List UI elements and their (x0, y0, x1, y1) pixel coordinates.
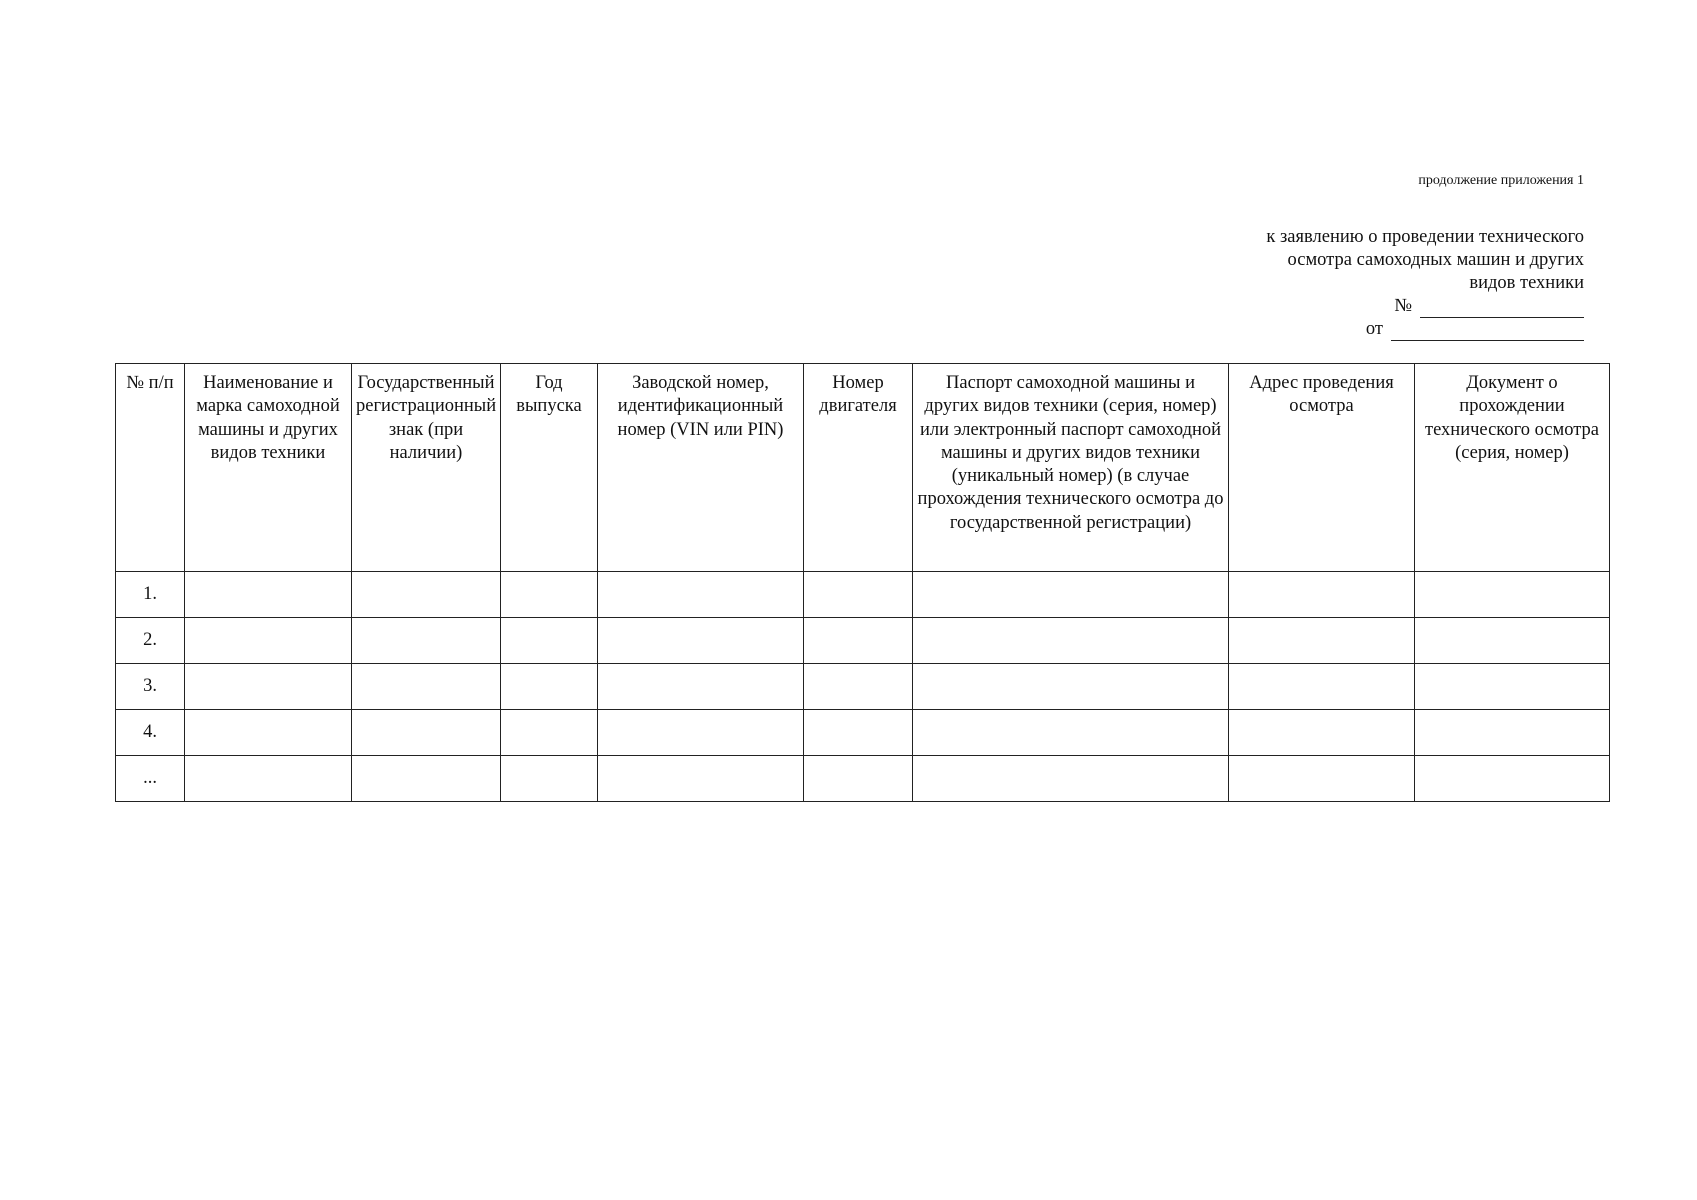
table-cell-empty[interactable] (598, 710, 804, 756)
table-cell-empty[interactable] (501, 664, 598, 710)
table-cell-empty[interactable] (185, 572, 352, 618)
table-cell-empty[interactable] (598, 572, 804, 618)
table-cell-empty[interactable] (185, 710, 352, 756)
vehicles-table (115, 363, 1610, 802)
table-cell-empty[interactable] (913, 572, 1229, 618)
column-header-number: № п/п (116, 364, 185, 572)
date-label: от (1365, 319, 1383, 339)
vehicles-table-wrap (115, 363, 1609, 802)
table-cell-empty[interactable] (352, 756, 501, 802)
table-cell-empty[interactable] (1415, 618, 1610, 664)
table-cell-empty[interactable] (804, 572, 913, 618)
table-cell-empty[interactable] (913, 618, 1229, 664)
table-cell-empty[interactable] (913, 664, 1229, 710)
row-number-cell: 2. (116, 618, 185, 664)
table-cell-empty[interactable] (1415, 756, 1610, 802)
row-number-cell: 3. (116, 664, 185, 710)
number-field-row (1164, 295, 1584, 318)
table-cell-empty[interactable] (501, 618, 598, 664)
column-header-passport: Паспорт самоходной машины и других видов техники (серия, номер) или электронный паспорт самоходной машины и других видов техники (уникальный номер) (в случае прохождения технического осмотра до государственной регистрации) (913, 364, 1229, 572)
table-cell-empty[interactable] (352, 618, 501, 664)
table-cell-empty[interactable] (1229, 710, 1415, 756)
column-header-name-brand: Наименование и марка самоходной машины и других видов техники (185, 364, 352, 572)
table-cell-empty[interactable] (185, 618, 352, 664)
date-field-row (1164, 318, 1584, 341)
row-number-cell: 1. (116, 572, 185, 618)
row-number-cell: 4. (116, 710, 185, 756)
continuation-note: продолжение приложения 1 (1418, 173, 1584, 188)
number-blank-field[interactable] (1420, 299, 1584, 318)
table-cell-empty[interactable] (501, 572, 598, 618)
table-cell-empty[interactable] (913, 756, 1229, 802)
header-block (1164, 226, 1584, 341)
column-header-engine-number: Номер двигателя (804, 364, 913, 572)
table-cell-empty[interactable] (1229, 572, 1415, 618)
table-cell-empty[interactable] (598, 756, 804, 802)
table-header-row (116, 364, 1610, 572)
table-cell-empty[interactable] (352, 710, 501, 756)
table-row (116, 756, 1610, 802)
table-row (116, 618, 1610, 664)
number-label: № (1394, 296, 1412, 316)
table-cell-empty[interactable] (804, 618, 913, 664)
column-header-inspection-document: Документ о прохождении технического осмотра (серия, номер) (1415, 364, 1610, 572)
column-header-inspection-address: Адрес проведения осмотра (1229, 364, 1415, 572)
table-cell-empty[interactable] (185, 756, 352, 802)
table-cell-empty[interactable] (1415, 572, 1610, 618)
table-cell-empty[interactable] (1229, 618, 1415, 664)
header-line-1: к заявлению о проведении технического (1266, 227, 1584, 247)
table-cell-empty[interactable] (1229, 664, 1415, 710)
table-cell-empty[interactable] (804, 664, 913, 710)
table-cell-empty[interactable] (804, 756, 913, 802)
row-number-cell: ... (116, 756, 185, 802)
column-header-factory-number: Заводской номер, идентификационный номер (VIN или PIN) (598, 364, 804, 572)
table-cell-empty[interactable] (913, 710, 1229, 756)
table-cell-empty[interactable] (501, 756, 598, 802)
table-cell-empty[interactable] (185, 664, 352, 710)
table-cell-empty[interactable] (352, 572, 501, 618)
table-cell-empty[interactable] (1415, 710, 1610, 756)
header-line-3: видов техники (1469, 273, 1584, 293)
header-line-2: осмотра самоходных машин и других (1287, 250, 1584, 270)
table-row (116, 572, 1610, 618)
table-cell-empty[interactable] (501, 710, 598, 756)
table-row (116, 664, 1610, 710)
column-header-registration-plate: Государственный регистрационный знак (при наличии) (352, 364, 501, 572)
table-cell-empty[interactable] (352, 664, 501, 710)
table-cell-empty[interactable] (1229, 756, 1415, 802)
table-cell-empty[interactable] (1415, 664, 1610, 710)
table-cell-empty[interactable] (804, 710, 913, 756)
table-cell-empty[interactable] (598, 618, 804, 664)
column-header-year: Год выпуска (501, 364, 598, 572)
table-row (116, 710, 1610, 756)
date-blank-field[interactable] (1391, 322, 1584, 341)
table-cell-empty[interactable] (598, 664, 804, 710)
